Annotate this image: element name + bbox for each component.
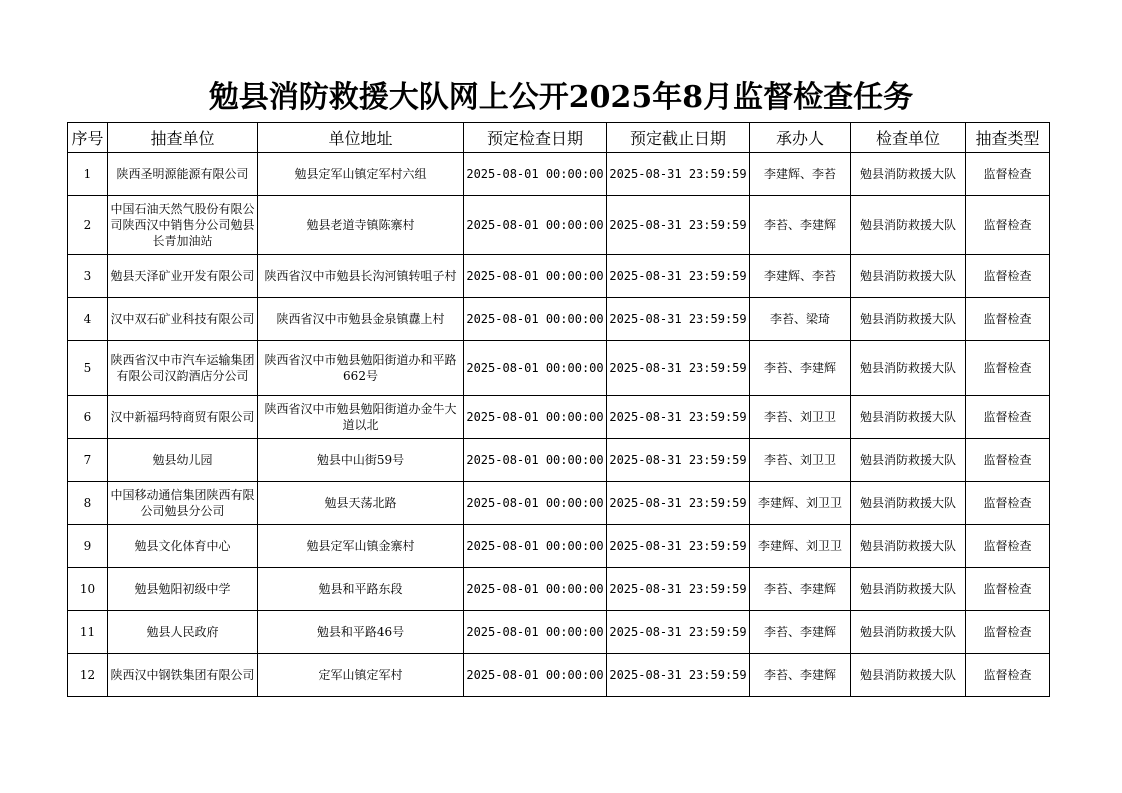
row-end-date: 2025-08-31 23:59:59 [607,341,750,396]
row-type: 监督检查 [966,611,1050,654]
row-no: 2 [68,196,108,255]
row-inspector: 勉县消防救援大队 [851,196,966,255]
row-inspector: 勉县消防救援大队 [851,482,966,525]
row-inspector: 勉县消防救援大队 [851,525,966,568]
row-handler: 李苔、李建辉 [750,611,851,654]
row-inspector: 勉县消防救援大队 [851,396,966,439]
row-end-date: 2025-08-31 23:59:59 [607,298,750,341]
row-type: 监督检查 [966,396,1050,439]
row-type: 监督检查 [966,153,1050,196]
table-row [68,525,1050,568]
row-unit: 勉县天泽矿业开发有限公司 [108,255,258,298]
row-address: 勉县和平路东段 [258,568,464,611]
row-end-date: 2025-08-31 23:59:59 [607,439,750,482]
row-type: 监督检查 [966,525,1050,568]
header-start-date: 预定检查日期 [464,123,607,153]
row-address: 陕西省汉中市勉县勉阳街道办和平路662号 [258,341,464,396]
row-unit: 陕西汉中钢铁集团有限公司 [108,654,258,697]
row-handler: 李苔、李建辉 [750,654,851,697]
row-start-date: 2025-08-01 00:00:00 [464,153,607,196]
page-title: 勉县消防救援大队网上公开2025年8月监督检查任务 [208,80,914,115]
row-inspector: 勉县消防救援大队 [851,341,966,396]
row-start-date: 2025-08-01 00:00:00 [464,396,607,439]
header-no: 序号 [68,123,108,153]
row-type: 监督检查 [966,654,1050,697]
row-start-date: 2025-08-01 00:00:00 [464,196,607,255]
row-end-date: 2025-08-31 23:59:59 [607,568,750,611]
row-inspector: 勉县消防救援大队 [851,255,966,298]
row-start-date: 2025-08-01 00:00:00 [464,439,607,482]
row-end-date: 2025-08-31 23:59:59 [607,153,750,196]
row-unit: 汉中新福玛特商贸有限公司 [108,396,258,439]
row-end-date: 2025-08-31 23:59:59 [607,196,750,255]
table-row [68,654,1050,697]
row-type: 监督检查 [966,439,1050,482]
table-row [68,153,1050,196]
table-row [68,196,1050,255]
table-row [68,341,1050,396]
row-handler: 李建辉、刘卫卫 [750,482,851,525]
row-inspector: 勉县消防救援大队 [851,298,966,341]
row-start-date: 2025-08-01 00:00:00 [464,298,607,341]
table-row [68,482,1050,525]
row-handler: 李苔、李建辉 [750,568,851,611]
row-unit: 汉中双石矿业科技有限公司 [108,298,258,341]
row-no: 1 [68,153,108,196]
row-start-date: 2025-08-01 00:00:00 [464,568,607,611]
row-start-date: 2025-08-01 00:00:00 [464,525,607,568]
row-address: 勉县定军山镇定军村六组 [258,153,464,196]
row-unit: 陕西圣明源能源有限公司 [108,153,258,196]
row-type: 监督检查 [966,298,1050,341]
row-inspector: 勉县消防救援大队 [851,439,966,482]
row-end-date: 2025-08-31 23:59:59 [607,654,750,697]
row-start-date: 2025-08-01 00:00:00 [464,611,607,654]
row-inspector: 勉县消防救援大队 [851,654,966,697]
table-row [68,255,1050,298]
row-start-date: 2025-08-01 00:00:00 [464,482,607,525]
row-unit: 勉县勉阳初级中学 [108,568,258,611]
row-no: 11 [68,611,108,654]
table-row [68,568,1050,611]
row-address: 定军山镇定军村 [258,654,464,697]
row-start-date: 2025-08-01 00:00:00 [464,341,607,396]
row-end-date: 2025-08-31 23:59:59 [607,611,750,654]
row-unit: 勉县人民政府 [108,611,258,654]
header-end-date: 预定截止日期 [607,123,750,153]
row-no: 12 [68,654,108,697]
row-unit: 勉县文化体育中心 [108,525,258,568]
row-end-date: 2025-08-31 23:59:59 [607,482,750,525]
row-inspector: 勉县消防救援大队 [851,153,966,196]
header-type: 抽查类型 [966,123,1050,153]
row-type: 监督检查 [966,196,1050,255]
row-start-date: 2025-08-01 00:00:00 [464,255,607,298]
header-unit: 抽查单位 [108,123,258,153]
task-table [67,122,1050,697]
row-no: 5 [68,341,108,396]
row-type: 监督检查 [966,482,1050,525]
row-handler: 李苔、梁琦 [750,298,851,341]
row-type: 监督检查 [966,255,1050,298]
row-handler: 李建辉、刘卫卫 [750,525,851,568]
row-no: 3 [68,255,108,298]
row-end-date: 2025-08-31 23:59:59 [607,396,750,439]
row-address: 勉县天荡北路 [258,482,464,525]
table-row [68,396,1050,439]
row-address: 勉县定军山镇金寨村 [258,525,464,568]
row-address: 勉县中山街59号 [258,439,464,482]
header-row [68,123,1050,153]
row-address: 勉县和平路46号 [258,611,464,654]
row-unit: 中国移动通信集团陕西有限公司勉县分公司 [108,482,258,525]
row-type: 监督检查 [966,341,1050,396]
header-handler: 承办人 [750,123,851,153]
row-handler: 李苔、刘卫卫 [750,439,851,482]
table-row [68,298,1050,341]
row-handler: 李苔、李建辉 [750,341,851,396]
header-address: 单位地址 [258,123,464,153]
row-no: 9 [68,525,108,568]
row-handler: 李建辉、李苔 [750,255,851,298]
row-end-date: 2025-08-31 23:59:59 [607,525,750,568]
table-row [68,439,1050,482]
header-inspector: 检查单位 [851,123,966,153]
row-end-date: 2025-08-31 23:59:59 [607,255,750,298]
row-handler: 李建辉、李苔 [750,153,851,196]
row-unit: 勉县幼儿园 [108,439,258,482]
row-no: 8 [68,482,108,525]
row-handler: 李苔、李建辉 [750,196,851,255]
row-no: 6 [68,396,108,439]
row-address: 勉县老道寺镇陈寨村 [258,196,464,255]
row-address: 陕西省汉中市勉县勉阳街道办金牛大道以北 [258,396,464,439]
row-address: 陕西省汉中市勉县金泉镇纛上村 [258,298,464,341]
row-inspector: 勉县消防救援大队 [851,568,966,611]
row-unit: 陕西省汉中市汽车运输集团有限公司汉韵酒店分公司 [108,341,258,396]
row-type: 监督检查 [966,568,1050,611]
row-unit: 中国石油天然气股份有限公司陕西汉中销售分公司勉县长青加油站 [108,196,258,255]
row-inspector: 勉县消防救援大队 [851,611,966,654]
row-start-date: 2025-08-01 00:00:00 [464,654,607,697]
row-no: 4 [68,298,108,341]
table-row [68,611,1050,654]
row-address: 陕西省汉中市勉县长沟河镇转咀子村 [258,255,464,298]
row-handler: 李苔、刘卫卫 [750,396,851,439]
row-no: 10 [68,568,108,611]
row-no: 7 [68,439,108,482]
